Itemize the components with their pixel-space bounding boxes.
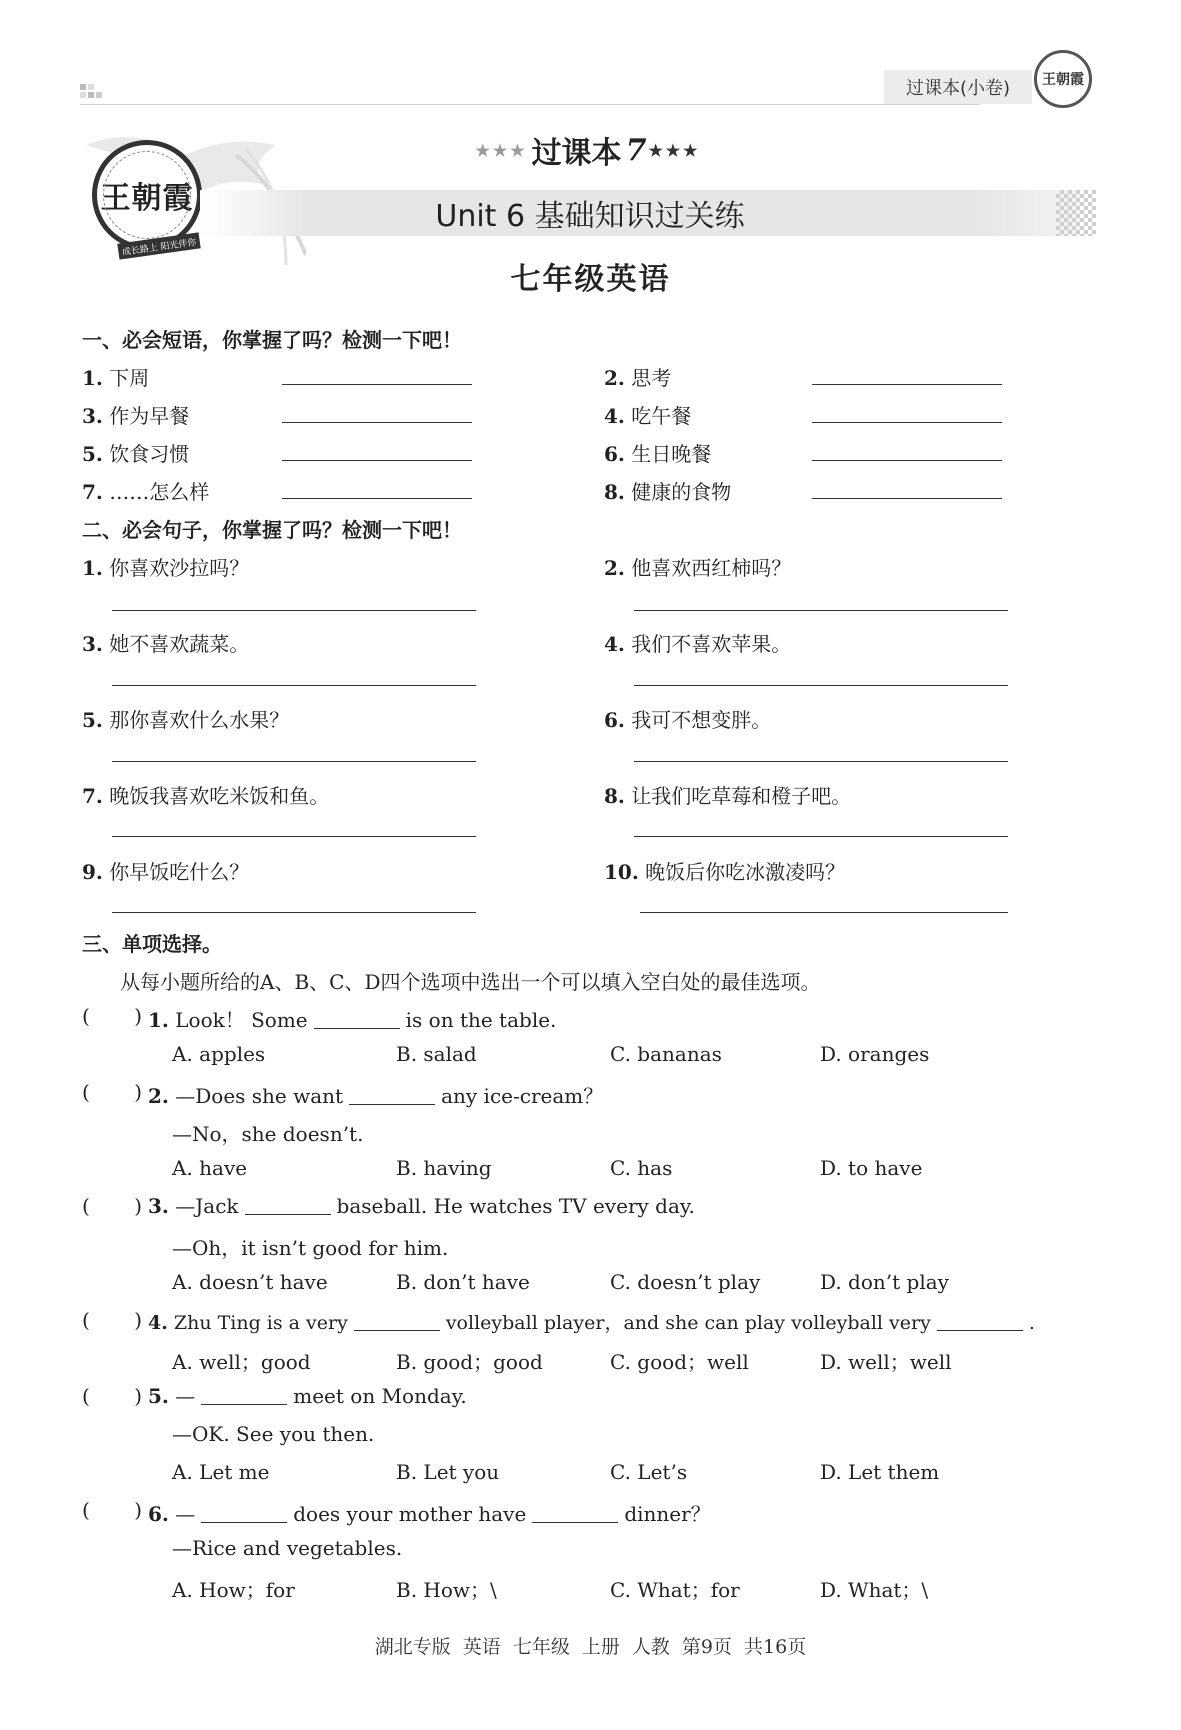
answer-blank[interactable]: [282, 498, 472, 499]
option-a[interactable]: A. have: [172, 1156, 248, 1180]
title-stars-right: ★★★: [648, 140, 701, 160]
title-stars-left: ★★★: [475, 140, 528, 160]
answer-line[interactable]: [634, 836, 1008, 837]
answer-bracket[interactable]: ( ): [82, 1194, 143, 1218]
page-title: [388, 130, 788, 170]
checker-decoration: [1056, 190, 1096, 236]
fill-blank[interactable]: [201, 1386, 287, 1405]
section3-heading: 三、单项选择。: [82, 932, 222, 956]
answer-line[interactable]: [640, 912, 1008, 913]
fill-blank[interactable]: [245, 1196, 331, 1215]
brand-name: 王朝霞: [100, 181, 194, 216]
question-extra: —OK. See you then.: [172, 1422, 375, 1446]
sentence-item: 7. 晚饭我喜欢吃米饭和鱼。: [82, 784, 330, 808]
page-footer: 湖北专版 英语 七年级 上册 人教 第9页 共16页: [374, 1636, 807, 1658]
sentence-item: 9. 你早饭吃什么？: [82, 860, 250, 884]
title-number: 7: [625, 132, 647, 168]
answer-line[interactable]: [112, 610, 476, 611]
option-b[interactable]: B. having: [396, 1156, 492, 1180]
option-b[interactable]: B. good；good: [396, 1350, 543, 1374]
corner-decoration: [80, 84, 104, 104]
logo-banner: 成长路上 阳光伴你: [117, 232, 200, 259]
option-a[interactable]: A. Let me: [172, 1460, 270, 1484]
answer-bracket[interactable]: ( ): [82, 1384, 143, 1408]
option-a[interactable]: A. well；good: [172, 1350, 311, 1374]
answer-blank[interactable]: [812, 498, 1002, 499]
sentence-item: 3. 她不喜欢蔬菜。: [82, 632, 250, 656]
brand-logo-small-text: 王朝霞: [1042, 72, 1084, 88]
answer-blank[interactable]: [812, 460, 1002, 461]
answer-bracket[interactable]: ( ): [82, 1498, 143, 1522]
option-a[interactable]: A. apples: [172, 1042, 266, 1066]
header-rule: [80, 104, 980, 105]
phrase-item: 8. 健康的食物: [604, 480, 732, 504]
answer-blank[interactable]: [812, 384, 1002, 385]
option-c[interactable]: C. has: [610, 1156, 673, 1180]
fill-blank[interactable]: [349, 1086, 435, 1105]
header-tab-label: 过课本(小卷): [884, 70, 1032, 104]
answer-bracket[interactable]: ( ): [82, 1004, 143, 1028]
option-a[interactable]: A. doesn’t have: [172, 1270, 328, 1294]
question-extra: —No，she doesn’t.: [172, 1122, 364, 1146]
logo-ring: [103, 151, 191, 239]
phrase-item: 6. 生日晚餐: [604, 442, 712, 466]
option-c[interactable]: C. bananas: [610, 1042, 722, 1066]
sentence-item: 4. 我们不喜欢苹果。: [604, 632, 792, 656]
fill-blank[interactable]: [314, 1010, 400, 1029]
answer-line[interactable]: [112, 912, 476, 913]
question-stem: 4. Zhu Ting is a very volleyball player，and she can play volleyball very .: [148, 1312, 1035, 1334]
answer-bracket[interactable]: ( ): [82, 1308, 143, 1332]
unit-title: Unit 6 基础知识过关练: [435, 199, 745, 234]
option-c[interactable]: C. doesn’t play: [610, 1270, 761, 1294]
question-stem: 1. Look！ Some is on the table.: [148, 1008, 557, 1032]
question-extra: —Oh，it isn’t good for him.: [172, 1236, 449, 1260]
section3-instruction: 从每小题所给的A、B、C、D四个选项中选出一个可以填入空白处的最佳选项。: [120, 970, 821, 994]
fill-blank[interactable]: [532, 1504, 618, 1523]
phrase-item: 7. ……怎么样: [82, 480, 210, 504]
question-stem: 3. —Jack baseball. He watches TV every day.: [148, 1194, 695, 1218]
sentence-item: 8. 让我们吃草莓和橙子吧。: [604, 784, 852, 808]
fill-blank[interactable]: [937, 1312, 1023, 1331]
answer-blank[interactable]: [282, 460, 472, 461]
option-c[interactable]: C. Let’s: [610, 1460, 688, 1484]
title-text: 过课本: [531, 136, 622, 171]
option-b[interactable]: B. How；\: [396, 1578, 497, 1602]
answer-line[interactable]: [634, 761, 1008, 762]
answer-line[interactable]: [112, 761, 476, 762]
brand-logo-small: [1034, 50, 1092, 108]
option-d[interactable]: D. oranges: [820, 1042, 930, 1066]
section1-heading: 一、必会短语，你掌握了吗？检测一下吧！: [82, 328, 462, 352]
option-b[interactable]: B. salad: [396, 1042, 477, 1066]
option-c[interactable]: C. good；well: [610, 1350, 749, 1374]
answer-bracket[interactable]: ( ): [82, 1080, 143, 1104]
sentence-item: 5. 那你喜欢什么水果？: [82, 708, 290, 732]
option-d[interactable]: D. What；\: [820, 1578, 929, 1602]
subtitle: 七年级英语: [510, 262, 671, 297]
question-stem: 6. — does your mother have dinner？: [148, 1502, 711, 1526]
answer-line[interactable]: [634, 685, 1008, 686]
sentence-item: 2. 他喜欢西红柿吗？: [604, 556, 792, 580]
option-d[interactable]: D. Let them: [820, 1460, 940, 1484]
answer-blank[interactable]: [282, 422, 472, 423]
fill-blank[interactable]: [201, 1504, 287, 1523]
phrase-item: 3. 作为早餐: [82, 404, 190, 428]
phrase-item: 5. 饮食习惯: [82, 442, 190, 466]
phrase-item: 1. 下周: [82, 366, 150, 390]
question-extra: —Rice and vegetables.: [172, 1536, 403, 1560]
answer-blank[interactable]: [812, 422, 1002, 423]
question-stem: 2. —Does she want any ice-cream？: [148, 1084, 604, 1108]
section2-heading: 二、必会句子，你掌握了吗？检测一下吧！: [82, 518, 462, 542]
sentence-item: 1. 你喜欢沙拉吗？: [82, 556, 250, 580]
option-d[interactable]: D. to have: [820, 1156, 923, 1180]
option-b[interactable]: B. don’t have: [396, 1270, 530, 1294]
question-stem: 5. — meet on Monday.: [148, 1384, 467, 1408]
answer-line[interactable]: [112, 685, 476, 686]
sentence-item: 6. 我可不想变胖。: [604, 708, 772, 732]
phrase-item: 2. 思考: [604, 366, 672, 390]
option-c[interactable]: C. What；for: [610, 1578, 740, 1602]
fill-blank[interactable]: [354, 1312, 440, 1331]
sentence-item: 10. 晚饭后你吃冰激凌吗？: [604, 860, 846, 884]
answer-line[interactable]: [634, 610, 1008, 611]
phrase-item: 4. 吃午餐: [604, 404, 692, 428]
answer-line[interactable]: [112, 836, 476, 837]
option-d[interactable]: D. well；well: [820, 1350, 952, 1374]
option-a[interactable]: A. How；for: [172, 1578, 295, 1602]
answer-blank[interactable]: [282, 384, 472, 385]
option-d[interactable]: D. don’t play: [820, 1270, 949, 1294]
option-b[interactable]: B. Let you: [396, 1460, 500, 1484]
